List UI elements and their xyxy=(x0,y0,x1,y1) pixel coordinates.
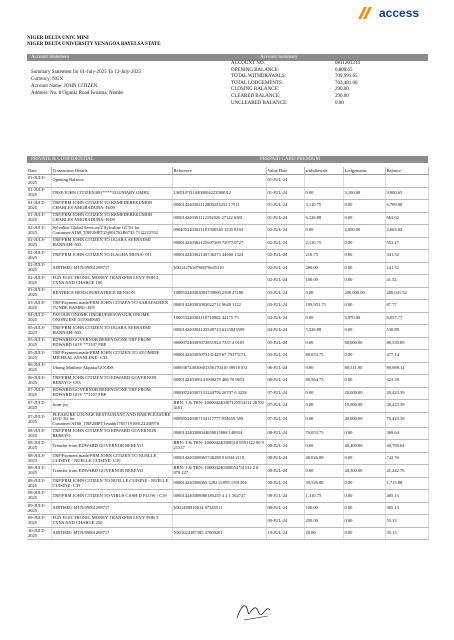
table-cell: 09-JUL-24 xyxy=(266,515,304,528)
table-cell xyxy=(343,175,385,188)
table-cell: 0.00 xyxy=(304,465,343,478)
table-cell: 000007240307133244756 26707 0 3258 xyxy=(172,387,266,400)
table-body xyxy=(27,175,428,540)
table-cell: TRF/FRM JOHN CITIZEN TO EDWARD GOVERNOR BEREYO- C03 xyxy=(51,375,172,388)
table-cell: 000007240305072851924 7337 4 0105 xyxy=(172,337,266,350)
table-cell: 40,026.88 xyxy=(304,452,343,465)
table-row xyxy=(27,312,428,325)
table-cell: 01-JUL-24 xyxy=(266,187,304,200)
table-cell: 80,511.00 xyxy=(343,362,385,375)
table-cell: 000014240306141000278 466 70 9653 xyxy=(172,375,266,388)
table-cell: 01-JUL-24 xyxy=(266,212,304,225)
table-cell: TRF/Payment made/FRM JOHN CITIZEN TO NUELLE CUISINE - NUELLE CUISINE- C39 xyxy=(51,452,172,465)
table-row xyxy=(27,477,428,490)
table-cell: TRSF/JOHN CITIZEN/081****3314/MARY OMBU xyxy=(51,187,172,200)
table-cell: 0.00 xyxy=(304,412,343,427)
table-cell: FGN ELECTRONIC MONEY TRANSFER LEVY FOR 2 TXNS AND CHARGE 100 xyxy=(51,275,172,288)
table-cell: 0.00 xyxy=(343,325,385,338)
table-cell: 477.14 xyxy=(385,350,428,363)
column-header: Lodgements xyxy=(343,167,385,175)
table-cell: 07-JUL-24 xyxy=(266,387,304,400)
table-cell: 01-JUL-24 xyxy=(266,175,304,188)
table-cell: TRF/FRM JOHN CITIZEN TO VIRUS CASH D FLOW - C39 xyxy=(51,490,172,503)
table-cell: 000014240308080185255 4 2 1 502747 xyxy=(172,490,266,503)
table-cell: 742.76 xyxy=(385,452,428,465)
table-cell: 02-JULY-2025 xyxy=(27,225,51,238)
table-cell: 1,310.75 xyxy=(304,490,343,503)
table-cell: 40,000.00 xyxy=(343,412,385,427)
summary-value: 703,481.00 xyxy=(335,80,358,86)
summary-row xyxy=(231,94,360,101)
table-cell: FGN ELECTRONIC MONEY TRANSFER LEVY FOR 5 TXNS AND CHARGE 250 xyxy=(51,515,172,528)
table-cell: 70,053.75 xyxy=(304,427,343,440)
table-cell: 09-JULY-2025 xyxy=(27,502,51,515)
table-cell: 04-JUL-24 xyxy=(266,312,304,325)
table-cell: 0.00 xyxy=(304,225,343,238)
table-row xyxy=(27,350,428,363)
table-cell: 0.00 xyxy=(304,287,343,300)
table-cell: 08-JUL-24 xyxy=(266,490,304,503)
access-logo xyxy=(358,6,419,20)
table-cell: 08-JUL-24 xyxy=(266,440,304,453)
table-cell: 55.13 xyxy=(385,515,428,528)
table-cell: 663.02 xyxy=(385,212,428,225)
table-row xyxy=(27,325,428,338)
table-cell: 41,242.76 xyxy=(385,465,428,478)
summary-row xyxy=(231,81,360,88)
table-cell: 0.00 xyxy=(343,275,385,288)
table-cell: Ubong Matthew Akpaka/GOODS xyxy=(51,362,172,375)
table-cell: TRF/FRM JOHN CITIZEN TO NUELLE CUISINE - NUELLE CUISINE- C39 xyxy=(51,477,172,490)
table-cell: 552.27 xyxy=(385,237,428,250)
summary-key: TOTAL WITHDRAWALS: xyxy=(231,74,287,80)
table-cell: 05-JULY-2025 xyxy=(27,350,51,363)
summary-row xyxy=(231,101,360,108)
table-cell: 5,970.00 xyxy=(343,312,385,325)
table-cell: 80,053.75 xyxy=(304,350,343,363)
table-cell: 0.00 xyxy=(304,387,343,400)
table-cell: Transfer from EDWARD GOVERNOR BEREYO xyxy=(51,440,172,453)
table-cell: 08-JUL-24 xyxy=(266,477,304,490)
table-cell: 0.00 xyxy=(343,300,385,313)
table-cell: 0.00 xyxy=(343,375,385,388)
column-header: Balance xyxy=(385,167,428,175)
table-cell: 02-JULY-2025 xyxy=(27,237,51,250)
table-cell: 210.75 xyxy=(304,250,343,263)
statement-info xyxy=(31,69,141,97)
table-cell: 000014240302125607269 72977 0727 xyxy=(172,237,266,250)
table-row xyxy=(27,212,428,225)
bank-header xyxy=(27,36,161,48)
summary-row xyxy=(231,61,360,68)
account-address: Address: No. 8 Ogunki Road Iwoama, Nembe xyxy=(31,91,124,96)
summary-row xyxy=(231,74,360,81)
table-cell: 08-JULY-2025 xyxy=(27,452,51,465)
table-cell: 08-JUL-24 xyxy=(266,502,304,515)
table-cell: 100.00 xyxy=(304,275,343,288)
account-summary-label: Account Summary xyxy=(260,55,298,60)
table-cell: EDWARD/GOVERNOR BEREYO/ONE TRF FROM EDWARD GOV **3107 FBP xyxy=(51,337,172,350)
account-summary xyxy=(231,61,360,107)
table-cell: 35.13 xyxy=(385,527,428,540)
table-row xyxy=(27,225,428,238)
table-cell: NXG427630768076645110 xyxy=(172,262,266,275)
table-cell: 20.00 xyxy=(304,527,343,540)
table-row xyxy=(27,440,428,453)
table-cell: 03-JULY-2025 xyxy=(27,287,51,300)
table-cell: 04-JUL-24 xyxy=(266,325,304,338)
summary-key: OPENING BALANCE: xyxy=(231,67,280,73)
table-cell: 39,526.88 xyxy=(304,477,343,490)
private-label: PRIVATE & CONFIDENTIAL xyxy=(31,157,94,162)
table-cell: 305.13 xyxy=(385,502,428,515)
table-cell: 405.13 xyxy=(385,490,428,503)
table-cell: 6,057.77 xyxy=(385,312,428,325)
table-cell: TRF/FRM JOHN CITIZEN TO OGARA AYEBAEMI HANNAH- 033 xyxy=(51,237,172,250)
table-cell: 07-JUL-24 xyxy=(266,400,304,413)
table-cell: 08-JULY-2025 xyxy=(27,490,51,503)
table-cell: AIRTIME/ MTN/09061298717 xyxy=(51,527,172,540)
column-header: Date xyxy=(27,167,51,175)
table-cell: 0.00 xyxy=(343,452,385,465)
table-cell: 09-JULY-2025 xyxy=(27,515,51,528)
table-cell: 10-JULY-2025 xyxy=(27,527,51,540)
table-cell: 80,000.00 xyxy=(343,337,385,350)
table-cell: 0.00 xyxy=(343,490,385,503)
branch-full-name: NIGER DELTA UNIVERSITY YENAGOA BAYELSA STATE xyxy=(27,42,161,47)
branch-name: NIGER DELTA UNIV. MINI xyxy=(27,36,89,41)
table-cell: 40,400.00 xyxy=(343,440,385,453)
table-cell: 0.00 xyxy=(304,187,343,200)
table-cell: BEATRICE BENSON/BEATRICE BENSON xyxy=(51,287,172,300)
table-cell: 05-JUL-24 xyxy=(266,350,304,363)
table-cell: 000014240304123549723 6123043599 xyxy=(172,325,266,338)
table-cell: 05-JUL-24 xyxy=(266,337,304,350)
table-cell: 01-JULY-2025 xyxy=(27,175,51,188)
column-header: withdrawals xyxy=(304,167,343,175)
table-cell: 08-JUL-24 xyxy=(266,427,304,440)
table-cell: TRF/FRM JOHN CITIZEN TO KEMEDEREKUMOR CHARLES AMGBADUBA- B/09 xyxy=(51,200,172,213)
table-cell: 80,564.75 xyxy=(304,375,343,388)
table-cell: 000014240302140736273 44660 1324 xyxy=(172,250,266,263)
table-cell xyxy=(385,175,428,188)
table-row xyxy=(27,375,428,388)
table-cell: 369.64 xyxy=(385,427,428,440)
table-row xyxy=(27,262,428,275)
table-cell: FAVOUR ONOME ONORUESE/FAVOUR ONOME ONORUESE 0159040683 xyxy=(51,312,172,325)
table-cell: 3,110.75 xyxy=(304,200,343,213)
table-cell: 02-JUL-24 xyxy=(266,250,304,263)
transactions-table xyxy=(27,167,429,540)
table-cell: 20,423.39 xyxy=(385,387,428,400)
table-cell: 0.00 xyxy=(343,427,385,440)
table-cell: TRF/FRM JOHN CITIZEN TO KEMEDEREKUMOR CHARLES AMGBADUBA- B/09 xyxy=(51,212,172,225)
table-cell: 6,789.90 xyxy=(385,200,428,213)
summary-row xyxy=(231,68,360,75)
table-cell: 0.00 xyxy=(343,515,385,528)
table-cell: 06-JUL-24 xyxy=(266,362,304,375)
table-cell: 5,526.88 xyxy=(304,325,343,338)
table-cell xyxy=(172,175,266,188)
summary-key: TOTAL LODGEMENTS: xyxy=(231,80,284,86)
table-cell: NXG624187395 37009201 xyxy=(172,527,266,540)
summary-value: 0.00 xyxy=(335,100,344,106)
table-cell: 423.39 xyxy=(385,375,428,388)
table-cell: 02-JUL-24 xyxy=(266,225,304,238)
table-cell: 03-JUL-24 xyxy=(266,300,304,313)
table-cell xyxy=(304,175,343,188)
table-cell: 0.00 xyxy=(343,502,385,515)
table-cell: AIRTIME/ MTN/09061298717 xyxy=(51,262,172,275)
table-cell: 0.00 xyxy=(304,312,343,325)
table-cell: 08-JULY-2025 xyxy=(27,477,51,490)
table-cell: 000014240305073131429 67 79375174 xyxy=(172,350,266,363)
table-cell: 10,000.00 xyxy=(343,400,385,413)
table-cell xyxy=(172,275,266,288)
table-cell: 01-JULY-2025 xyxy=(27,212,51,225)
table-cell: PLEASURE LOUNGE RESTAURANT AND BAR/PLEASURE LOU Trf for Customer/AT68_TRF2MPT1enahh1765719169122450976 xyxy=(52,412,171,427)
table-cell: 0.00 xyxy=(304,362,343,375)
table-cell: 04-JULY-2025 xyxy=(27,312,51,325)
table-cell: NXG480816034 07345511 xyxy=(172,502,266,515)
logo-mark-icon xyxy=(358,7,376,19)
table-cell: 08-JUL-24 xyxy=(266,452,304,465)
table-cell: 200.00 xyxy=(304,262,343,275)
table-cell: 08-JULY-2025 xyxy=(27,465,51,478)
prepaid-label: PREPAID CARD PREMIUM xyxy=(260,157,321,162)
table-cell: USDLFT11440000422358S912 xyxy=(172,187,266,200)
table-cell: 03-JUL-24 xyxy=(266,287,304,300)
table-cell: 200,041.52 xyxy=(385,287,428,300)
table-cell: 05-JULY-2025 xyxy=(27,337,51,350)
statement-currency: Currency: NGN xyxy=(31,77,64,82)
column-header: Transaction Details xyxy=(51,167,172,175)
table-cell: 0.00 xyxy=(304,400,343,413)
table-cell: 08-JUL-24 xyxy=(266,465,304,478)
summary-key: CLOSING BALANCE: xyxy=(231,87,279,93)
table-row xyxy=(27,465,428,478)
table-cell: TRF/FRM JOHN CITIZEN TO OGARA AYEBAEMI HANNAH- 033 xyxy=(51,325,172,338)
table-cell: 0.00 xyxy=(343,262,385,275)
table-cell: 07-JULY-2025 xyxy=(27,387,51,400)
table-cell: 2,663.02 xyxy=(385,225,428,238)
table-cell: 07-JULY-2025 xyxy=(27,412,51,427)
table-cell: 41.52 xyxy=(385,275,428,288)
table-cell: TRF/FRM JOHN CITIZEN TO ILAGHA MUNA- 011 xyxy=(51,250,172,263)
table-cell: 30,423.39 xyxy=(385,400,428,413)
table-cell: 40,769.64 xyxy=(385,440,428,453)
statement-period: Summary Statement for 01-July-2025 To 12-July-2025 xyxy=(31,70,141,75)
section-bar-account xyxy=(27,54,428,61)
table-cell: 000014240308065748288 0 6944 2119 xyxy=(172,452,266,465)
table-cell: 80,530.89 xyxy=(385,337,428,350)
table-row xyxy=(27,527,428,540)
summary-value: 290.00 xyxy=(335,87,349,93)
summary-value: 709,991.65 xyxy=(335,74,358,80)
table-row xyxy=(27,400,428,413)
summary-value: 0811203314 xyxy=(335,61,360,66)
table-cell: TRF/Payment made/FRM JOHN CITIZEN TO SARAFADEEN TUNDE BASIRU- B/9 xyxy=(51,300,172,313)
table-cell: 0.00 xyxy=(343,212,385,225)
table-cell: RRN: 1 & TRN: 100004240308510 9591122 80 9 21537 xyxy=(172,440,266,453)
summary-key: UNCLEARED BALANCE: xyxy=(231,100,288,106)
table-cell: 0.00 xyxy=(343,350,385,363)
table-cell: from:joy xyxy=(51,400,172,413)
table-cell: 10-JUL-24 xyxy=(266,527,304,540)
table-cell: Opening Balance xyxy=(51,175,172,188)
table-row xyxy=(27,412,428,427)
table-row xyxy=(27,250,428,263)
table-cell: 0.00 xyxy=(343,237,385,250)
table-cell: 02-JULY-2025 xyxy=(27,250,51,263)
table-cell: 000014240308065 3282 21095 1591304 xyxy=(172,477,266,490)
table-cell: 199,953.75 xyxy=(304,300,343,313)
table-row xyxy=(27,187,428,200)
table-row xyxy=(27,490,428,503)
table-row xyxy=(27,452,428,465)
table-cell: 9,900.65 xyxy=(385,187,428,200)
table-cell: 100.00 xyxy=(304,502,343,515)
table-cell: 01-JULY-2025 xyxy=(27,187,51,200)
summary-value: 6,800.65 xyxy=(335,67,353,73)
table-cell: 530.89 xyxy=(385,325,428,338)
table-row xyxy=(27,515,428,528)
table-cell: 07-JULY-2025 xyxy=(27,400,51,413)
table-cell: 70,423.39 xyxy=(385,412,428,427)
table-cell: 06-JULY-2025 xyxy=(27,375,51,388)
table-cell: Sylvaline Global Services/2 Sylvaline GI Trf for Customer/AT68_TRF2MPT25j001763B6733 7112215552 xyxy=(51,225,172,238)
column-header: Value Date xyxy=(266,167,304,175)
table-row xyxy=(27,427,428,440)
table-cell: 3,100.00 xyxy=(343,187,385,200)
table-cell: EDWARD/GOVERNOR BEREYO/ONE TRF FROM EDWARD GOV **3107 FBP xyxy=(51,387,172,400)
table-row xyxy=(27,502,428,515)
table-cell: 02-JUL-24 xyxy=(266,262,304,275)
table-cell: 0.00 xyxy=(343,250,385,263)
table-cell: 07-JUL-24 xyxy=(266,412,304,427)
table-cell: 02-JULY-2025 xyxy=(27,275,51,288)
table-cell: 6,126.88 xyxy=(304,212,343,225)
summary-row xyxy=(231,87,360,94)
table-header-row xyxy=(27,167,428,175)
table-cell: 03-JULY-2025 xyxy=(27,300,51,313)
table-cell: 40,500.00 xyxy=(343,465,385,478)
table-cell: 2,110.75 xyxy=(304,237,343,250)
table-row xyxy=(27,337,428,350)
table-cell: 000014240301112192026 27122 6381 xyxy=(172,212,266,225)
signature xyxy=(234,598,274,624)
table-cell: 000014240303092022712 9648 1122 xyxy=(172,300,266,313)
section-bar-confidential xyxy=(27,156,428,163)
table-cell: 141.52 xyxy=(385,262,428,275)
table-row xyxy=(27,200,428,213)
column-header: Reference xyxy=(172,167,266,175)
table-cell xyxy=(172,515,266,528)
table-cell: 000014240308044659015068 148934 xyxy=(172,427,266,440)
table-row xyxy=(27,275,428,288)
table-row xyxy=(27,287,428,300)
table-cell: 80,988.14 xyxy=(385,362,428,375)
table-cell: RRN: 1 & TRN: 100004240308654751512 2 8 879 227 xyxy=(172,465,266,478)
table-cell: 08-JULY-2025 xyxy=(27,440,51,453)
table-cell: 100053240303084739000 2398 47186 xyxy=(172,287,266,300)
logo-text: access xyxy=(379,6,420,20)
table-cell: 2,000.00 xyxy=(343,225,385,238)
table-cell: 000036724030601356170410 39918 031 xyxy=(172,362,266,375)
summary-value: 290.00 xyxy=(335,93,349,99)
table-cell: 0.00 xyxy=(343,200,385,213)
table-cell: 000014240302112809253252 17511 xyxy=(172,200,266,213)
table-row xyxy=(27,362,428,375)
table-cell: 01-JULY-2025 xyxy=(27,200,51,213)
account-statement-label: Account Statement xyxy=(31,55,70,60)
table-cell: 05-JULY-2025 xyxy=(27,325,51,338)
table-cell: 20,000.00 xyxy=(343,387,385,400)
table-cell: 02-JUL-24 xyxy=(266,275,304,288)
table-cell: 0.00 xyxy=(304,337,343,350)
table-cell: 01-JUL-24 xyxy=(266,200,304,213)
table-cell: 100053240304110710002 44175 75 xyxy=(172,312,266,325)
table-cell: 0.00 xyxy=(343,527,385,540)
table-cell: 1,715.88 xyxy=(385,477,428,490)
table-cell: 02-JULY-2025 xyxy=(27,262,51,275)
table-cell: 341.52 xyxy=(385,250,428,263)
table-cell: Transfer from EDWARD GOVERNOR BEREYO xyxy=(51,465,172,478)
table-cell: RRN: 1 & TRN: 100004240307125934112 26702 4161 xyxy=(172,400,266,413)
table-cell: AIRTIME/ MTN/09061298717 xyxy=(51,502,172,515)
table-cell: 87.77 xyxy=(385,300,428,313)
table-cell: 250.00 xyxy=(304,515,343,528)
table-cell: TRF/FRM JOHN CITIZEN TO EDWARD GOVERNOR BEREYO xyxy=(51,427,172,440)
table-cell: 06-JUL-24 xyxy=(266,375,304,388)
table-cell: 000905240307134117777 954659 389 xyxy=(172,412,266,427)
table-cell: 200,000.00 xyxy=(343,287,385,300)
table-cell: 06-JULY-2025 xyxy=(27,362,51,375)
table-row xyxy=(27,387,428,400)
table-cell: 0.00 xyxy=(304,440,343,453)
table-cell: 0904052403021101590540 1535 8104 xyxy=(172,225,266,238)
summary-key: ACCOUNT NO. xyxy=(231,61,265,66)
account-name: Account Name: JOHN CITIZEN xyxy=(31,84,98,89)
table-row xyxy=(27,175,428,188)
table-cell: 02-JUL-24 xyxy=(266,237,304,250)
summary-key: CLEARED BALANCE: xyxy=(231,93,281,99)
table-row xyxy=(27,237,428,250)
table-cell: 0.00 xyxy=(343,477,385,490)
table-row xyxy=(27,300,428,313)
table-cell: TRF/Payment made/FRM JOHN CITIZEN TO AYOMIDE MICHEAL AYANLEKE- C33 xyxy=(51,350,172,363)
table-cell: 08-JULY-2025 xyxy=(27,427,51,440)
